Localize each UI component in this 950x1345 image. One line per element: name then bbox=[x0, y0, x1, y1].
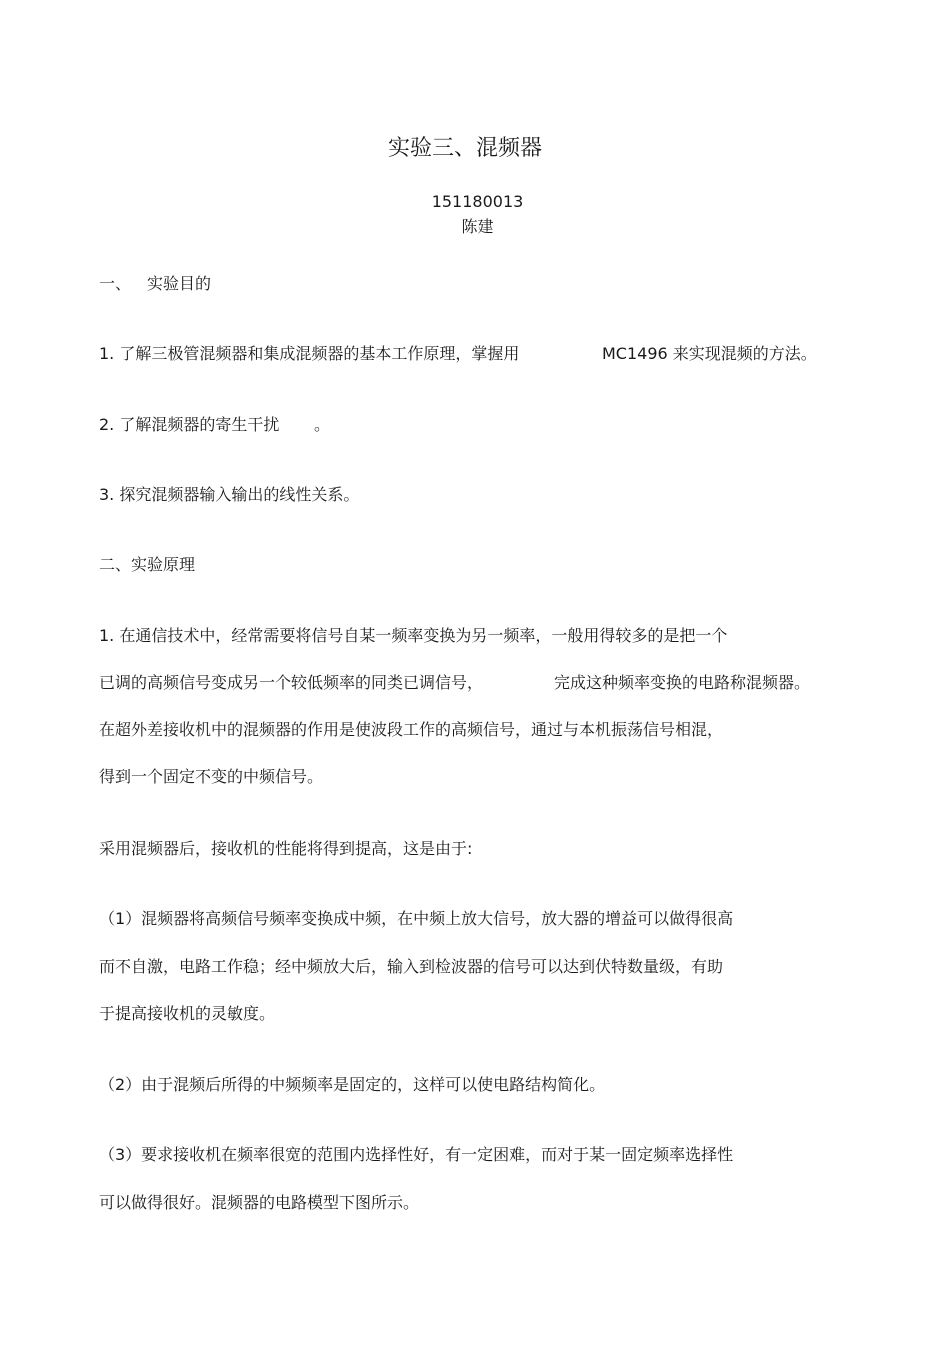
principle-para1-line2b: 完成这种频率变换的电路称混频器。 bbox=[554, 673, 811, 692]
point2: （2）由于混频后所得的中频频率是固定的，这样可以使电路结构简化。 bbox=[99, 1075, 606, 1094]
section1-heading-number: 一、 bbox=[99, 274, 132, 293]
purpose-item-1b: MC1496 来实现混频的方法。 bbox=[602, 344, 817, 363]
author-name: 陈建 bbox=[461, 217, 494, 236]
point1-line2: 而不自激，电路工作稳；经中频放大后，输入到检波器的信号可以达到伏特数量级，有助 bbox=[99, 957, 724, 976]
section1-heading: 实验目的 bbox=[147, 274, 212, 293]
point1-line1: （1）混频器将高频信号频率变换成中频，在中频上放大信号，放大器的增益可以做得很高 bbox=[99, 909, 734, 928]
principle-intro: 采用混频器后，接收机的性能将得到提高，这是由于: bbox=[99, 839, 473, 858]
purpose-item-1a: 1. 了解三极管混频器和集成混频器的基本工作原理，掌握用 bbox=[99, 344, 520, 363]
page-title: 实验三、混频器 bbox=[387, 136, 542, 161]
purpose-item-2a: 2. 了解混频器的寄生干扰 bbox=[99, 415, 280, 434]
student-id: 151180013 bbox=[431, 192, 524, 211]
principle-para1-line3: 在超外差接收机中的混频器的作用是使波段工作的高频信号，通过与本机振荡信号相混， bbox=[99, 720, 724, 739]
point1-line3: 于提高接收机的灵敏度。 bbox=[99, 1004, 276, 1023]
principle-para1-line4: 得到一个固定不变的中频信号。 bbox=[99, 767, 324, 786]
purpose-item-2b: 。 bbox=[314, 415, 331, 434]
point3-line1: （3）要求接收机在频率很宽的范围内选择性好，有一定困难，而对于某一固定频率选择性 bbox=[99, 1145, 734, 1164]
principle-para1-line2a: 已调的高频信号变成另一个较低频率的同类已调信号， bbox=[99, 673, 484, 692]
point3-line2: 可以做得很好。混频器的电路模型下图所示。 bbox=[99, 1193, 420, 1212]
purpose-item-3: 3. 探究混频器输入输出的线性关系。 bbox=[99, 485, 360, 504]
principle-para1-line1: 1. 在通信技术中，经常需要将信号自某一频率变换为另一频率，一般用得较多的是把一个 bbox=[99, 626, 728, 645]
section2-heading: 二、实验原理 bbox=[99, 555, 196, 574]
